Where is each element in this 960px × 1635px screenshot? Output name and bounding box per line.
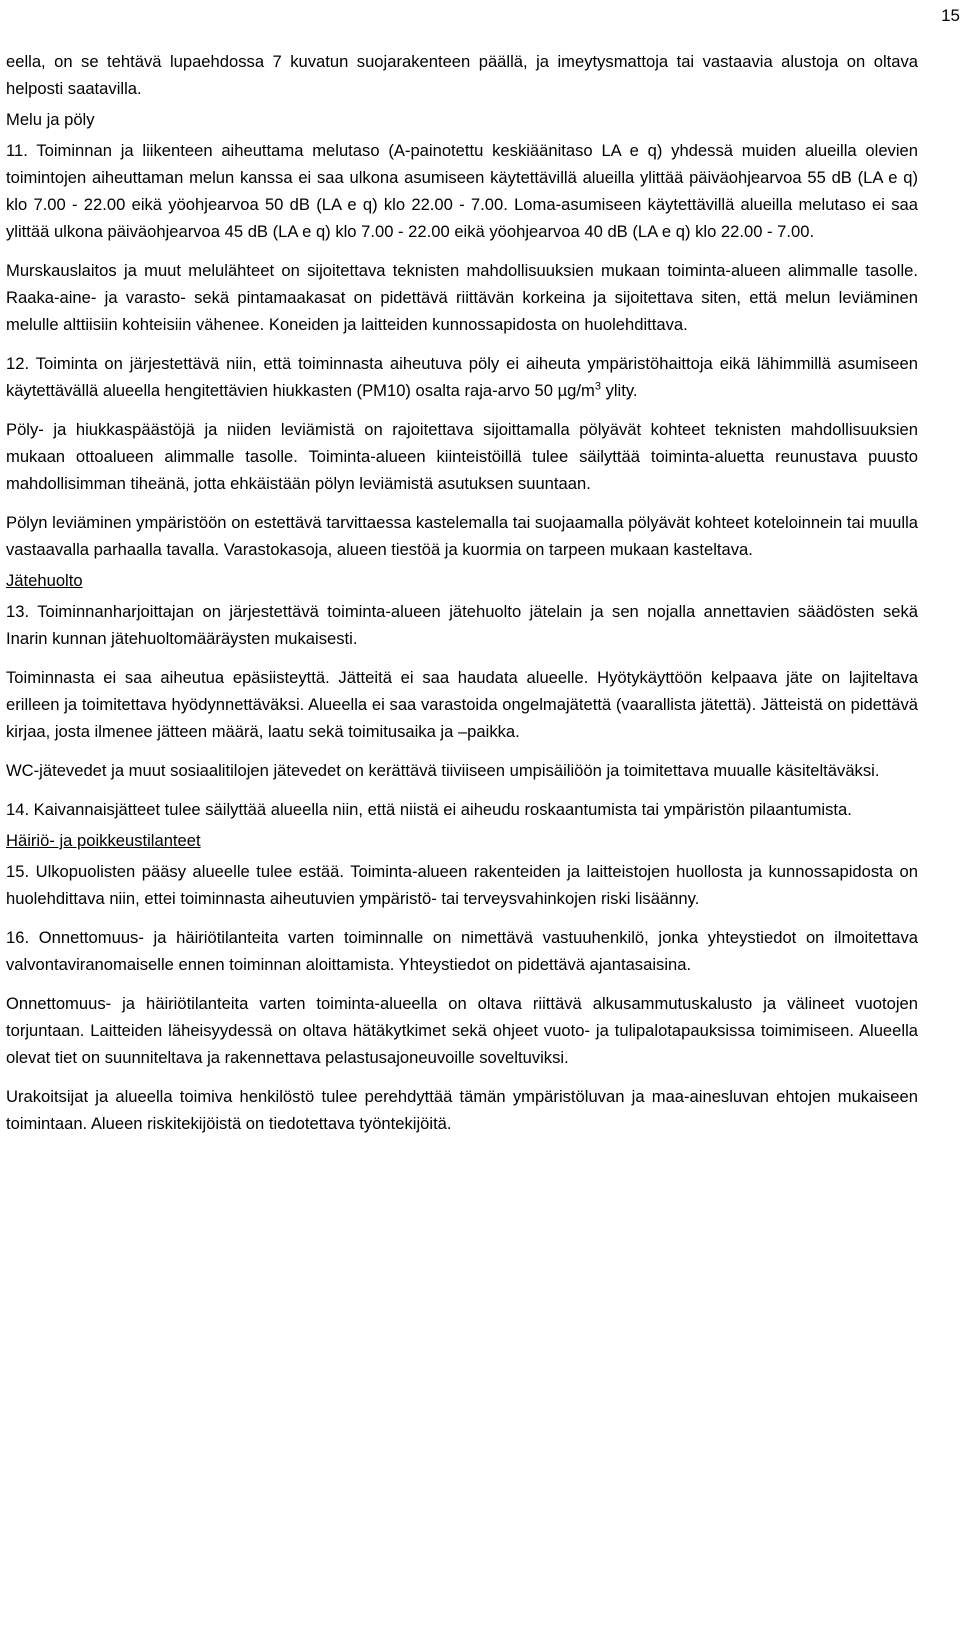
heading-jatehuolto xyxy=(6,567,918,594)
paragraph-11: 11. Toiminnan ja liikenteen aiheuttama melutaso (A-painotettu keskiäänitaso LA e q) yhdessä muiden alueilla olevien toimintojen aiheuttaman melun kanssa ei saa ulkona asumiseen käytettävillä alueilla ylittää päiväohjearvoa 55 dB (LA e q) klo 7.00 - 22.00 eikä yöohjearvoa 50 dB (LA e q) klo 22.00 - 7.00. Loma-asumiseen käytettävillä alueilla melutaso ei saa ylittää ulkona päiväohjearvoa 45 dB (LA e q) klo 7.00 - 22.00 eikä yöohjearvoa 40 dB (LA e q) klo 22.00 - 7.00. xyxy=(6,141,918,241)
paragraph-16b: Onnettomuus- ja häiriötilanteita varten toiminta-alueella on oltava riittävä alkusammutuskalusto ja välineet vuotojen torjuntaan. Laitteiden läheisyydessä on oltava hätäkytkimet sekä ohjeet vuoto- ja tulipalotapauksissa toimimiseen. Alueella olevat tiet on suunniteltava ja rakennettava pelastusajoneuvoille soveltuviksi. xyxy=(6,994,918,1067)
superscript-3: 3 xyxy=(594,380,601,393)
paragraph-16: 16. Onnettomuus- ja häiriötilanteita varten toiminnalle on nimettävä vastuuhenkilö, jonka yhteystiedot on ilmoitettava valvontaviranomaiselle ennen toiminnan aloittamista. Yhteystiedot on pidettävä ajantasaisina. xyxy=(6,928,918,974)
paragraph-13: 13. Toiminnanharjoittajan on järjestettävä toiminta-alueen jätehuolto jätelain ja sen nojalla annettavien säädösten sekä Inarin kunnan jätehuoltomääräysten mukaisesti. xyxy=(6,602,918,648)
paragraph-15: 15. Ulkopuolisten pääsy alueelle tulee estää. Toiminta-alueen rakenteiden ja laitteistojen huollosta ja kunnossapidosta on huolehdittava niin, ettei toiminnasta aiheutuvien ympäristö- tai terveysvahinkojen riski lisäänny. xyxy=(6,862,918,908)
heading-jatehuolto-text: Jätehuolto xyxy=(6,571,83,590)
paragraph-14: 14. Kaivannaisjätteet tulee säilyttää alueella niin, että niistä ei aiheudu roskaantumista tai ympäristön pilaantumista. xyxy=(6,800,852,819)
heading-hairio-text: Häiriö- ja poikkeustilanteet xyxy=(6,831,201,850)
heading-melu-ja-poly: Melu ja pöly xyxy=(6,110,95,129)
paragraph-16c: Urakoitsijat ja alueella toimiva henkilöstö tulee perehdyttää tämän ympäristöluvan ja maa-ainesluvan ehtojen mukaiseen toimintaan. Alueen riskitekijöistä on tiedotettava työntekijöitä. xyxy=(6,1087,918,1133)
page-number: 15 xyxy=(941,6,960,25)
paragraph-11b: Murskauslaitos ja muut melulähteet on sijoitettava teknisten mahdollisuuksien mukaan toiminta-alueen alimmalle tasolle. Raaka-aine- ja varasto- sekä pintamaakasat on pidettävä riittävän korkeina ja sijoitettava siten, että melun leviäminen melulle alttiisiin kohteisiin vähenee. Koneiden ja laitteiden kunnossapidosta on huolehdittava. xyxy=(6,261,918,334)
paragraph-13b: Toiminnasta ei saa aiheutua epäsiisteyttä. Jätteitä ei saa haudata alueelle. Hyötykäyttöön kelpaava jäte on lajiteltava erilleen ja toimitettava hyödynnettäväksi. Alueella ei saa varastoida ongelmajätettä (vaarallista jätettä). Jätteistä on pidettävä kirjaa, josta ilmenee jätteen määrä, laatu sekä toimitusaika ja –paikka. xyxy=(6,668,918,741)
document-body xyxy=(6,48,918,1149)
paragraph-12 xyxy=(6,350,918,404)
paragraph-12-end: ylity. xyxy=(600,381,638,400)
heading-hairio-ja-poikkeustilanteet xyxy=(6,827,918,854)
paragraph-13c: WC-jätevedet ja muut sosiaalitilojen jätevedet on kerättävä tiiviiseen umpisäiliöön ja toimitettava muualle käsiteltäväksi. xyxy=(6,761,880,780)
paragraph-intro: eella, on se tehtävä lupaehdossa 7 kuvatun suojarakenteen päällä, ja imeytysmattoja tai vastaavia alustoja on oltava helposti saatavilla. xyxy=(6,52,918,98)
paragraph-12-text: 12. Toiminta on järjestettävä niin, että toiminnasta aiheutuva pöly ei aiheuta ympäristöhaittoja eikä lähimmillä asumiseen käytettävällä alueella hengitettävien hiukkasten (PM10) osalta raja-arvo 50 µg/m xyxy=(6,354,918,400)
paragraph-12c: Pölyn leviäminen ympäristöön on estettävä tarvittaessa kastelemalla tai suojaamalla pölyävät kohteet koteloinnein tai muulla vastaavalla parhaalla tavalla. Varastokasoja, alueen tiestöä ja kuormia on tarpeen mukaan kasteltava. xyxy=(6,513,918,559)
paragraph-12b: Pöly- ja hiukkaspäästöjä ja niiden leviämistä on rajoitettava sijoittamalla pölyävät kohteet teknisten mahdollisuuksien mukaan ottoalueen alimmalle tasolle. Toiminta-alueen kiinteistöillä tulee säilyttää toiminta-aluetta reunustava puusto mahdollisimman tiheänä, jotta ehkäistään pölyn leviämistä asutuksen suuntaan. xyxy=(6,420,918,493)
